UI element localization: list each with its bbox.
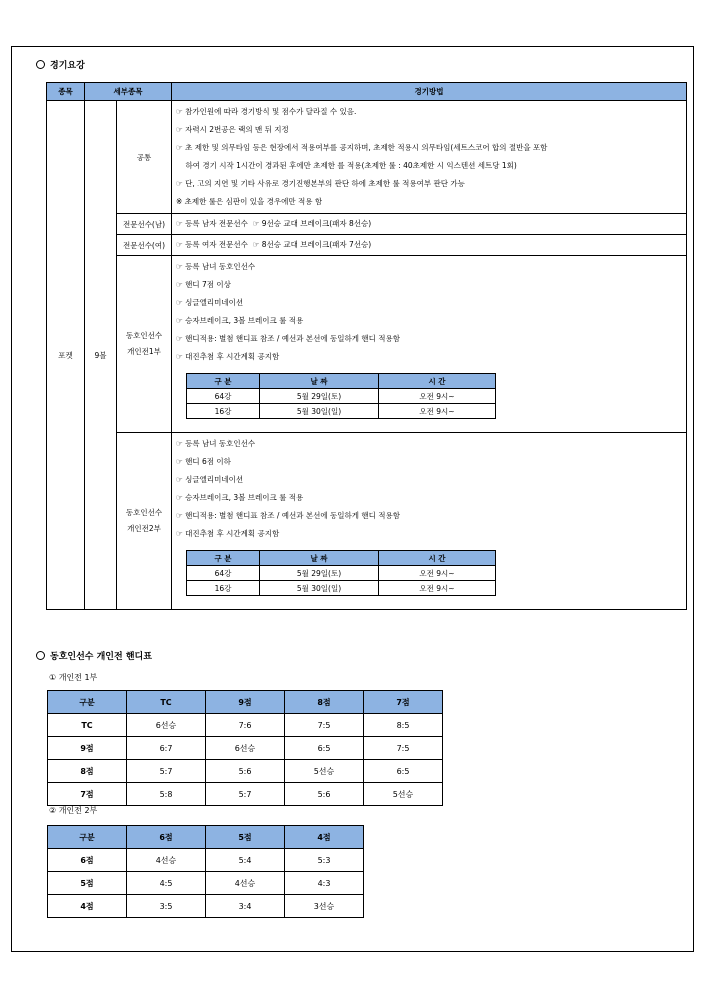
rule-line: 하여 경기 시작 1시간이 경과된 후에만 초제한 를 적용(초제한 룰 : 40초제한 시 익스텐션 세트당 1회) bbox=[176, 161, 517, 170]
rule-line: ☞ 대진추첨 후 시간계획 공지함 bbox=[176, 529, 280, 538]
div2-schedule-table: 구 분 날 짜 시 간 64강 5월 29일(토) 오전 9시~ 16강 5월 30일(일) 오전 9시~ bbox=[186, 550, 496, 596]
common-rules bbox=[172, 101, 687, 214]
rules-table bbox=[46, 82, 687, 610]
pro-male-rules: ☞ 등록 남자 전문선수 ☞ 9선승 교대 브레이크(패자 8선승) bbox=[172, 214, 687, 235]
section-heading-handicap: 동호인선수 개인전 핸디표 bbox=[36, 649, 152, 662]
table-row: 5점 4:5 4선승 4:3 bbox=[48, 872, 364, 895]
rule-line: ☞ 대진추첨 후 시간계획 공지함 bbox=[176, 352, 280, 361]
rules-table-header bbox=[47, 83, 687, 101]
rule-line: ☞ 등록 남녀 동호인선수 bbox=[176, 439, 256, 448]
schedule-row: 64강 5월 29일(토) 오전 9시~ bbox=[187, 389, 496, 404]
rule-line: ☞ 싱글엘리미네이션 bbox=[176, 475, 244, 484]
common-label: 공통 bbox=[117, 101, 172, 214]
header-subevent: 세부종목 bbox=[85, 83, 172, 101]
section-heading-rules: 경기요강 bbox=[36, 58, 85, 71]
circle-bullet-icon bbox=[36, 60, 45, 69]
div1-label: 동호인선수 개인전1부 bbox=[117, 256, 172, 433]
div1-schedule-table: 구 분 날 짜 시 간 64강 5월 29일(토) 오전 9시~ 16강 5월 30일(일) 오전 9시~ bbox=[186, 373, 496, 419]
rule-line: ☞ 핸디 6점 이하 bbox=[176, 457, 231, 466]
rule-line: ☞ 승자브레이크, 3볼 브레이크 룰 적용 bbox=[176, 316, 304, 325]
div1-rules bbox=[172, 256, 687, 433]
handicap2-caption: ② 개인전 2부 bbox=[49, 806, 98, 815]
handicap1-caption: ① 개인전 1부 bbox=[49, 673, 98, 682]
rule-line: ☞ 핸디적용: 별첨 핸디표 참조 / 예선과 본선에 동일하게 핸디 적용함 bbox=[176, 334, 400, 343]
rule-line: ☞ 참가인원에 따라 경기방식 및 점수가 달라질 수 있음. bbox=[176, 107, 357, 116]
rule-line: ☞ 싱글엘리미네이션 bbox=[176, 298, 244, 307]
rule-line: ☞ 단, 고의 지연 및 기타 사유로 경기진행본부의 판단 하에 초제한 룰 적용여부 판단 가능 bbox=[176, 179, 465, 188]
pro-female-label: 전문선수(여) bbox=[117, 235, 172, 256]
pro-male-label: 전문선수(남) bbox=[117, 214, 172, 235]
table-row: 8점 5:7 5:6 5선승 6:5 bbox=[48, 760, 443, 783]
rule-line: ☞ 초 제한 및 의무타임 등은 현장에서 적용여부를 공지하며, 초제한 적용시 의무타임(세트스코어 합의 절반을 포함 bbox=[176, 143, 548, 152]
table-row: TC 6선승 7:6 7:5 8:5 bbox=[48, 714, 443, 737]
event-cell: 포켓 bbox=[47, 101, 85, 610]
rule-line: ☞ 승자브레이크, 3볼 브레이크 룰 적용 bbox=[176, 493, 304, 502]
schedule-row: 16강 5월 30일(일) 오전 9시~ bbox=[187, 581, 496, 596]
table-row: 9점 6:7 6선승 6:5 7:5 bbox=[48, 737, 443, 760]
table-row: 6점 4선승 5:4 5:3 bbox=[48, 849, 364, 872]
schedule-row: 64강 5월 29일(토) 오전 9시~ bbox=[187, 566, 496, 581]
header-method: 경기방법 bbox=[172, 83, 687, 101]
subevent-cell: 9볼 bbox=[85, 101, 117, 610]
rule-line: ☞ 등록 남녀 동호인선수 bbox=[176, 262, 256, 271]
circle-bullet-icon bbox=[36, 651, 45, 660]
handicap1-table: 구분 TC 9점 8점 7점 TC 6선승 7:6 7:5 8:5 9점 6:7 6선승 6:5 7:5 8점 5:7 5:6 5선승 6:5 7점 5:8 5:7 5:6 5선승 bbox=[47, 690, 443, 806]
handicap2-table: 구분 6점 5점 4점 6점 4선승 5:4 5:3 5점 4:5 4선승 4:3 4점 3:5 3:4 3선승 bbox=[47, 825, 364, 918]
header-event: 종목 bbox=[47, 83, 85, 101]
rule-line: ※ 초제한 룰은 심판이 있을 경우에만 적용 함 bbox=[176, 197, 323, 206]
table-row: 7점 5:8 5:7 5:6 5선승 bbox=[48, 783, 443, 806]
div2-rules bbox=[172, 433, 687, 610]
div2-label: 동호인선수 개인전2부 bbox=[117, 433, 172, 610]
rule-line: ☞ 핸디적용: 별첨 핸디표 참조 / 예선과 본선에 동일하게 핸디 적용함 bbox=[176, 511, 400, 520]
rule-line: ☞ 자력시 2번공은 랙의 맨 뒤 지정 bbox=[176, 125, 289, 134]
pro-female-rules: ☞ 등록 여자 전문선수 ☞ 8선승 교대 브레이크(패자 7선승) bbox=[172, 235, 687, 256]
table-row: 4점 3:5 3:4 3선승 bbox=[48, 895, 364, 918]
schedule-row: 16강 5월 30일(일) 오전 9시~ bbox=[187, 404, 496, 419]
rule-line: ☞ 핸디 7점 이상 bbox=[176, 280, 231, 289]
